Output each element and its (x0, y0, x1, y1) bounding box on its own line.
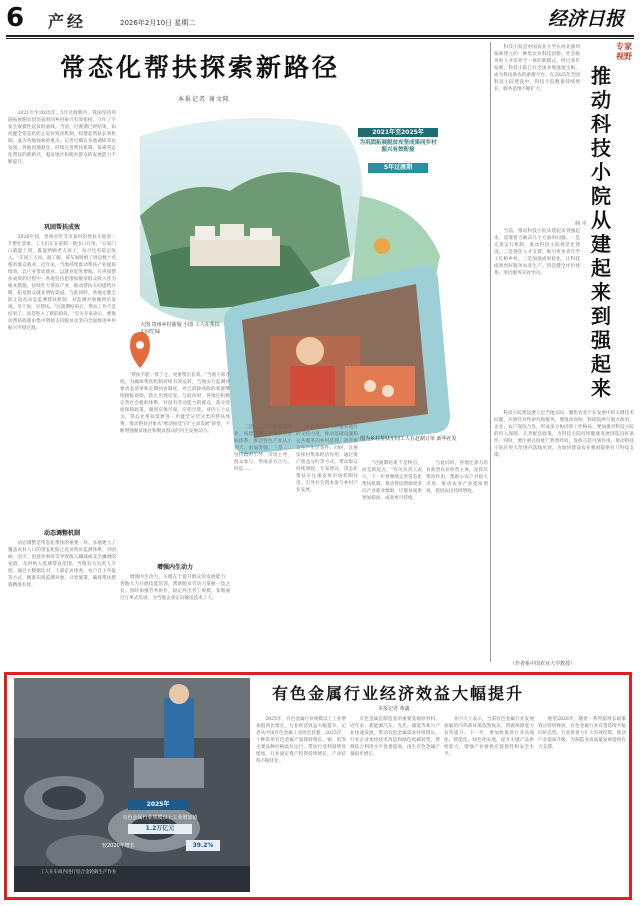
bottom-headline: 有色金属行业经济效益大幅提升 (272, 684, 525, 703)
badge-description: 为巩固拓展脱贫攻坚成果同乡村振兴有效衔接 (359, 140, 437, 153)
badge-period: 5年过渡期 (368, 163, 428, 173)
stats-panel (98, 800, 222, 858)
body-text-column: 2026年初，贵州省毕节市某村的帮扶车间里一片繁忙景象。工人们正在赶制一批出口订单。"在家门口就能上班，既能照顾老人孩子，每月还有稳定收入。"车间工人说。据了解，该车间吸纳了周边数十名脱贫群众就业。近年来，当地持续推动帮扶产业提质增效，以产业带动就业、以就业促进增收。在巩固帮扶成效的过程中，各地坚持把增加脱贫群众收入作为根本措施，持续壮大帮扶产业，推动帮扶车间提档升级，拓宽群众就业增收渠道。与此同时，各地还健全防止返贫动态监测帮扶机制，对监测对象做到早发现、早干预、早帮扶。"过渡期结束后，帮扶工作不是结束了，而是进入了新的阶段。"有关专家表示，要推动帮扶政策由集中资源支持脱贫攻坚向全面推进乡村振兴平稳过渡。 (8, 235, 116, 331)
expert-title: 推动科技小院从建起来到强起来 (591, 64, 611, 400)
body-text-column: 2021年至2025年，5年过渡期内，我国坚持巩固拓展脱贫攻坚成果同乡村振兴有效衔接，守住了不发生规模性返贫的底线。当前，过渡期已经结束，如何健全常态化防止返贫致贫机制，构建起帮扶长效机制，成为各地探索的重点。记者近期在多地调研采访发现，各地因地制宜，持续完善帮扶机制，探索常态化帮扶的新路径，脱贫地区和脱贫群众的发展能力不断提升。 (8, 111, 116, 165)
expert-tag-text: 专家视野 (616, 42, 632, 61)
expert-author: 何 平 (575, 221, 587, 227)
expert-text-column: 科技小院是中国农业大学在河北曲周探索建立的一种集农业科技创新、社会服务和人才培养于一体的新模式。经过多年发展，科技小院已在全国多地落地生根，成为科技助农的重要平台。在2025年全国科技小院建设中，科技小院数量持续增长，服务范围不断扩大。 (494, 45, 580, 92)
illustration-caption-left: 大图 贵州乡村新貌 小图 工人在帮扶车间忙碌 (140, 322, 220, 335)
stat-value-1: 1.2万亿元 (128, 824, 192, 834)
page-number: 6 (6, 3, 25, 33)
bottom-text-column: 业内人士表示，当前有色金属行业发展面临的内外部环境依然复杂，资源保障能力有待提升。下一步，要加快推进行业高端化、智能化、绿色化发展，提升关键产品供给能力，增强产业链供应链韧性和安全水平。 (444, 717, 534, 757)
illustration-caption-right: 图为乡村帮扶车间工人在赶制订单 新华社发 (360, 436, 457, 442)
bottom-byline: 本报记者 黄鑫 (378, 706, 410, 712)
expert-column-tag (614, 42, 634, 102)
subhead-3: 增强内生动力 (156, 564, 193, 571)
expert-text-column: 科技小院建设要立足当地实际，聚焦农业产业发展中的关键技术问题，开展针对性研究和服务。要推动高校、科研院所与地方政府、企业、农户深度合作，形成多方协同的工作格局。要加强对科技小院的投入保障，完善配套政策，为科技小院持续健康发展创造良好条件。同时，要注重总结推广典型经验，发挥示范引领作用，推动科技小院在更大范围内落地见效，为加快建设农业强国提供有力科技支撑。 (494, 411, 634, 458)
subhead-2: 动态调整机制 (43, 530, 80, 537)
bottom-text-column: 有色金属是制造业的重要基础原材料。近年来，新能源汽车、光伏、储能等新兴产业快速发展，带动有色金属需求持续增长。行业企业加快技术改造和绿色低碳转型，资源综合利用水平显著提高，再生有色金属产量稳步增长。 (350, 717, 440, 757)
stat-year: 2025年 (128, 800, 188, 810)
expert-text-column: 当前，推动科技小院从建起来到强起来，需要着力解决几个方面的问题。一是完善运行机制，推动科技小院规范化建设。二是强化人才支撑，吸引更多青年学子扎根乡村。三是加强成果转化，让科技成果更好服务农业生产。四是健全评价体系，突出服务实效导向。 (494, 229, 580, 276)
lead-headline: 常态化帮扶探索新路径 (60, 53, 341, 82)
body-text-column: "过渡期结束不是终点，而是新起点。"有关负责人表示，下一步将继续完善常态化帮扶机制，推动帮扶资源更多向产业就业倾斜，让脱贫成果更加稳固、成效更可持续。 (362, 461, 422, 501)
body-text-column: "帮扶不能一帮了之，更要帮出长效。"当地干部介绍，为确保帮扶机制持续有效运转，当地实行监测对象动态清零和定期回访制度，对已消除风险的家庭继续跟踪观察，防止出现反复。与此同时，各地还积极完善社会救助体系，对没有劳动能力的群众，落实兜底保障政策，做到应保尽保、应兜尽兜。业内人士认为，常态化帮扶需要进一步健全分层分类的帮扶体系，推动帮扶对象从"被动接受"向"主动发展"转变，不断增强脱贫地区和脱贫群众的内生发展动力。 (120, 373, 230, 434)
body-text-column: 二是……以产业带动就业，构建起覆盖全链条的帮扶体系，推动特色产业从小到大、由弱变强。三是……坚持政府引导、市场主导、群众参与，形成多方合力。四是…… (234, 425, 292, 472)
issue-date: 2026年2月10日 星期二 (120, 19, 196, 27)
body-text-column: 增强内生动力，关键在于提升群众的发展能力。各地大力开展技能培训，帮助脱贫劳动力掌握一技之长，同时加强劳务协作，稳定外出务工规模。某地通过订单式培训，为当地企业定向输送技术工人。 (120, 575, 230, 601)
author-credit: （作者系中国农业大学教授） (510, 661, 576, 667)
body-text-column: 各地持续加大对脱贫地区的支持力度，推动基础设施和公共服务向乡村延伸，改善群众生产生活条件。同时，注重发挥村集体经济作用，通过资产收益分红等方式，带动群众持续增收。专家建议，常态化帮扶应注重发挥市场机制作用，引导社会资本参与乡村产业发展。 (296, 425, 358, 493)
newspaper-logo: 经济日报 (548, 8, 625, 30)
body-text-column: 动态调整是常态化帮扶的重要一环。多地建立了覆盖农村人口的常态化防止返贫致贫监测体系，对因病、因灾、因意外事故等导致收入骤减或支出骤增的家庭，及时纳入监测帮扶范围。当地有关负责人介绍，通过大数据比对、干部走访排查、农户自主申报等方式，精准识别监测对象，分类施策，确保帮扶措施精准有效。 (8, 541, 116, 588)
subhead-1: 巩固帮扶成效 (43, 224, 80, 231)
body-text-column: 与此同时，各地还着力培育新型农业经营主体，发挥其带动作用，帮助小农户对接大市场，推动农业产业提质增效，促进农民持续增收。 (426, 461, 488, 494)
bottom-text-column: 2025年，有色金属行业规模以上工业增加值同比增长，行业经济效益大幅提升。记者从中国有色金属工业协会获悉，2025年，十种常用有色金属产量保持增长，铜、铝等主要品种价格高位运行，带动行业利润明显增加。行业固定资产投资持续增长，产业结构不断优化。 (256, 717, 346, 764)
factory-photo-image (14, 678, 250, 892)
period-badge (358, 128, 438, 176)
masthead-rule-thin (6, 38, 634, 39)
section-name: 产经 (48, 12, 87, 31)
lead-byline: 本报记者 谢文隆 (178, 96, 230, 103)
stat-label-2: 较2020年增长 (102, 843, 135, 849)
factory-photo (14, 678, 250, 892)
stat-label-1: 有色金属行业规模以上工业增加值 (122, 815, 198, 821)
stat-value-2: 39.2% (186, 840, 220, 851)
badge-years: 2021年至2025年 (358, 128, 438, 137)
masthead (0, 0, 640, 36)
photo-caption: 工人在车间内进行铝合金轮毂生产作业 (40, 870, 117, 875)
column-divider (490, 42, 491, 662)
masthead-rule (6, 35, 634, 37)
bottom-text-column: 展望2026年，随着一系列稳增长政策效应持续释放，有色金属行业有望延续平稳向好态势。行业将着力扩大有效投资，推动产业提质升级，为制造业高质量发展提供有力支撑。 (538, 717, 626, 750)
